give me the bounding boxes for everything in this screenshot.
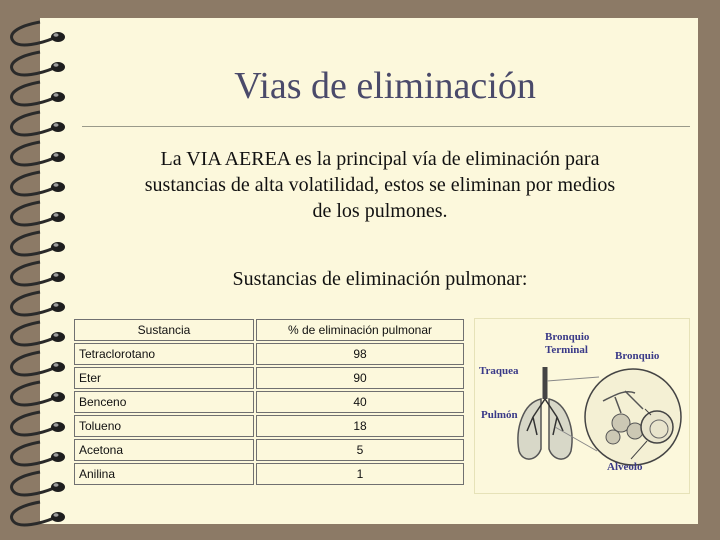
substance-cell: Acetona xyxy=(74,439,254,461)
percent-cell: 90 xyxy=(256,367,464,389)
column-header-percent: % de eliminación pulmonar xyxy=(256,319,464,341)
binder-ring-icon xyxy=(12,52,65,75)
percent-cell: 1 xyxy=(256,463,464,485)
table-row xyxy=(74,391,464,413)
binder-ring-icon xyxy=(12,262,65,285)
label-bronquio: Bronquio xyxy=(615,350,660,362)
substance-cell: Tetraclorotano xyxy=(74,343,254,365)
section-subtitle: Sustancias de eliminación pulmonar: xyxy=(232,268,528,290)
percent-cell: 18 xyxy=(256,415,464,437)
lung-diagram xyxy=(474,318,690,494)
substance-cell: Anilina xyxy=(74,463,254,485)
binder-ring-icon xyxy=(12,202,65,225)
table-row xyxy=(74,415,464,437)
binder-ring-icon xyxy=(12,442,65,465)
title-divider xyxy=(82,126,690,127)
binder-ring-icon xyxy=(12,112,65,135)
slide-title: Vias de eliminación xyxy=(234,65,536,107)
label-alveolo: Alveolo xyxy=(607,461,643,473)
binder-ring-icon xyxy=(12,292,65,315)
binder-ring-icon xyxy=(12,142,65,165)
intro-line: sustancias de alta volatilidad, estos se eliminan por medios xyxy=(144,174,616,196)
table-header-row xyxy=(74,319,464,341)
label-pulmon: Pulmón xyxy=(481,409,518,421)
binder-ring-icon xyxy=(12,382,65,405)
substance-cell: Tolueno xyxy=(74,415,254,437)
table-row xyxy=(74,367,464,389)
table-row xyxy=(74,463,464,485)
elimination-table xyxy=(72,317,466,487)
binder-ring-icon xyxy=(12,472,65,495)
binder-rings xyxy=(0,0,80,540)
percent-cell: 40 xyxy=(256,391,464,413)
binder-ring-icon xyxy=(12,352,65,375)
binder-ring-icon xyxy=(12,22,65,45)
binder-ring-icon xyxy=(12,82,65,105)
binder-ring-icon xyxy=(12,322,65,345)
intro-line: de los pulmones. xyxy=(312,200,448,222)
label-traquea: Traquea xyxy=(479,365,519,377)
intro-line: La VIA AEREA es la principal vía de eliminación para xyxy=(160,148,600,170)
binder-ring-icon xyxy=(12,502,65,525)
binder-ring-icon xyxy=(12,232,65,255)
table-row xyxy=(74,439,464,461)
intro-paragraph xyxy=(100,146,660,224)
percent-cell: 98 xyxy=(256,343,464,365)
column-header-substance: Sustancia xyxy=(74,319,254,341)
label-bronquio-terminal-line1: Bronquio xyxy=(545,331,590,343)
substance-cell: Eter xyxy=(74,367,254,389)
substance-cell: Benceno xyxy=(74,391,254,413)
binder-ring-icon xyxy=(12,172,65,195)
percent-cell: 5 xyxy=(256,439,464,461)
table-row xyxy=(74,343,464,365)
binder-ring-icon xyxy=(12,412,65,435)
label-bronquio-terminal-line2: Terminal xyxy=(545,344,588,356)
